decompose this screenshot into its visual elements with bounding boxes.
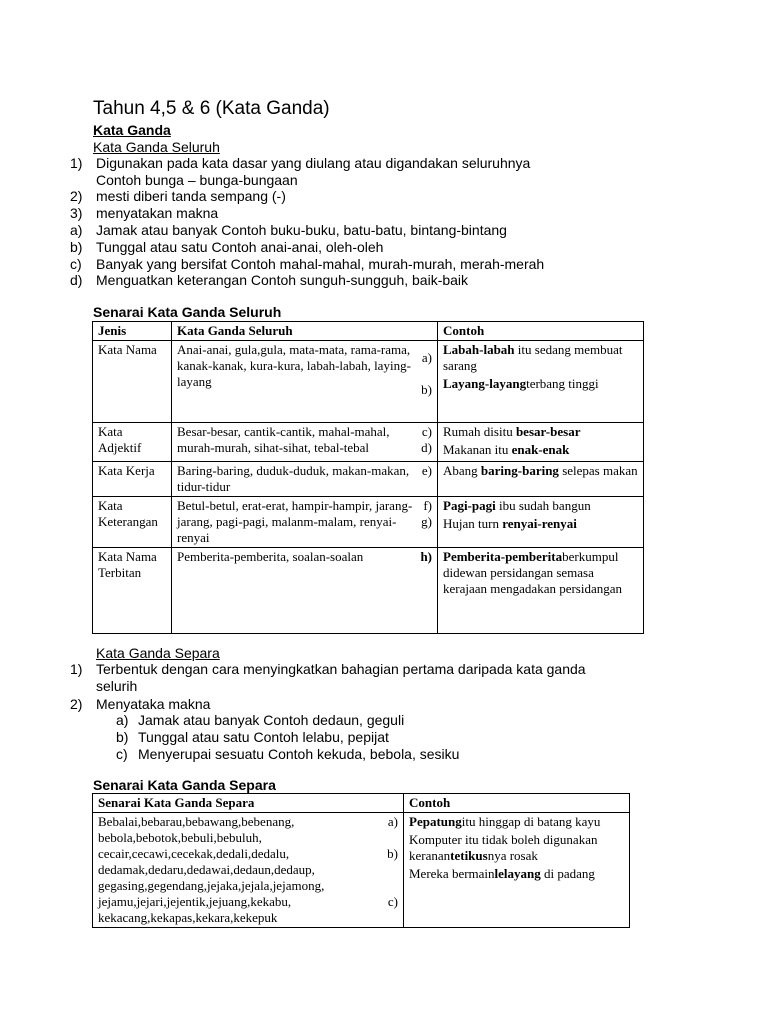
jenis-cell <box>93 341 172 423</box>
row-labels: h) <box>420 549 432 564</box>
list-marker: 2) <box>70 696 83 712</box>
contoh-text: selepas makan <box>558 463 638 478</box>
contoh-keyword: Layang-layang <box>443 376 527 391</box>
contoh-cell <box>438 341 644 423</box>
contoh-cell <box>438 497 644 548</box>
contoh-sentence <box>443 549 638 597</box>
list-text: selurih <box>96 678 138 694</box>
contoh-cell <box>438 423 644 462</box>
list-item <box>70 172 298 188</box>
contoh-cell <box>438 548 644 634</box>
sub-list-item <box>116 712 404 728</box>
contoh-text: itu sedang membuat sarang <box>443 342 623 373</box>
list-marker: 3) <box>70 205 83 221</box>
jenis-cell <box>93 548 172 634</box>
list-item <box>70 205 218 221</box>
list-marker: 1) <box>70 661 83 677</box>
contoh-sentence <box>443 463 638 479</box>
contoh-sentence <box>409 832 624 864</box>
contoh-text: Komputer itu tidak boleh digunakan keranan <box>409 832 598 863</box>
separa-heading: Kata Ganda Separa <box>96 645 220 661</box>
contoh-text: di padang <box>540 866 595 881</box>
list-text: Menyerupai sesuatu Contoh kekuda, bebola, sesiku <box>138 746 460 762</box>
list-marker: d) <box>70 272 83 288</box>
kata-cell <box>172 497 438 548</box>
header-contoh: Contoh <box>404 794 630 813</box>
contoh-text: Rumah disitu <box>443 424 516 439</box>
table-row <box>93 341 644 423</box>
list-text: Digunakan pada kata dasar yang diulang atau digandakan seluruhnya <box>96 155 531 171</box>
list-item <box>70 678 137 694</box>
seluruh-table-title: Senarai Kata Ganda Seluruh <box>93 304 282 320</box>
header-senarai: Senarai Kata Ganda Separa <box>93 794 404 813</box>
contoh-text: nya rosak <box>487 848 538 863</box>
row-labels: f) g) <box>421 498 432 529</box>
words-text: Bebalai,bebarau,bebawang,bebenang, bebola,bebotok,bebuli,bebuluh, cecair,cecawi,cecekak,dedali,dedalu, dedamak,dedaru,dedawai,dedaun,dedaup, gegasing,gegendang,jejaka,jejala,jejamong, jejamu,jejari,jejentik,jejuang,kekabu, kekacang,kekapas,kekara,kekepuk <box>98 814 325 925</box>
list-text: Tunggal atau satu Contoh anai-anai, oleh-oleh <box>96 239 384 255</box>
kata-text: Baring-baring, duduk-duduk, makan-makan, tidur-tidur <box>177 463 410 494</box>
sub-list-item <box>116 729 389 745</box>
list-marker: 1) <box>70 155 83 171</box>
list-text: Menguatkan keterangan Contoh sunguh-sungguh, baik-baik <box>96 272 469 288</box>
list-text: Tunggal atau satu Contoh lelabu, pepijat <box>138 729 389 745</box>
row-labels: a) b) c) <box>387 814 398 909</box>
list-item <box>70 696 210 712</box>
jenis-text: Kata Keterangan <box>98 498 158 529</box>
contoh-keyword: Pagi-pagi <box>443 498 496 513</box>
jenis-cell <box>93 497 172 548</box>
list-item <box>70 256 544 272</box>
header-contoh: Contoh <box>438 322 644 341</box>
list-marker: b) <box>70 239 83 255</box>
contoh-text: Makanan itu <box>443 442 512 457</box>
list-marker: b) <box>116 729 129 745</box>
separa-table-title: Senarai Kata Ganda Separa <box>93 777 276 793</box>
row-labels: c) d) <box>421 424 432 455</box>
kata-cell <box>172 548 438 634</box>
list-text: Jamak atau banyak Contoh buku-buku, batu-batu, bintang-bintang <box>96 222 507 238</box>
list-item <box>70 222 507 238</box>
contoh-keyword: renyai-renyai <box>502 516 577 531</box>
list-item <box>70 661 586 677</box>
contoh-keyword: lelayang <box>494 866 541 881</box>
list-text: menyatakan makna <box>96 205 219 221</box>
contoh-sentence <box>443 424 638 440</box>
jenis-cell <box>93 462 172 497</box>
list-item <box>70 188 286 204</box>
list-text: Menyataka makna <box>96 696 211 712</box>
table-header-row <box>93 794 630 813</box>
header-kata-ganda: Kata Ganda Seluruh <box>172 322 438 341</box>
separa-table <box>92 793 630 928</box>
contoh-sentence <box>409 814 624 830</box>
table-header-row <box>93 322 644 341</box>
list-item <box>70 155 530 171</box>
jenis-text: Kata Kerja <box>98 463 155 478</box>
contoh-sentence <box>409 866 624 882</box>
contoh-cell <box>404 813 630 928</box>
list-text: mesti diberi tanda sempang (-) <box>96 188 286 204</box>
list-marker: c) <box>116 746 128 762</box>
contoh-keyword: baring-baring <box>480 463 559 478</box>
contoh-keyword: Pemberita-pemberita <box>443 549 563 564</box>
contoh-sentence <box>443 516 638 532</box>
row-labels: a) b) <box>421 350 432 397</box>
table-row <box>93 548 644 634</box>
list-text: Contoh bunga – bunga-bungaan <box>96 172 298 188</box>
list-marker: a) <box>116 712 129 728</box>
page-title: Tahun 4,5 & 6 (Kata Ganda) <box>93 98 330 119</box>
list-item <box>70 272 468 288</box>
row-labels: e) <box>421 463 432 478</box>
table-row <box>93 497 644 548</box>
contoh-keyword: enak-enak <box>511 442 570 457</box>
list-item <box>70 239 383 255</box>
words-cell <box>93 813 404 928</box>
kata-text: Betul-betul, erat-erat, hampir-hampir, jarang-jarang, pagi-pagi, malanm-malam, renyai-renyai <box>177 498 413 545</box>
list-marker: 2) <box>70 188 83 204</box>
table-row <box>93 462 644 497</box>
jenis-text: Kata Adjektif <box>98 424 142 455</box>
list-marker: a) <box>70 222 83 238</box>
contoh-text: Abang <box>443 463 481 478</box>
kata-cell <box>172 462 438 497</box>
contoh-text: itu hinggap di batang kayu <box>461 814 601 829</box>
contoh-keyword: tetikus <box>450 848 488 863</box>
contoh-sentence <box>443 342 638 374</box>
contoh-sentence <box>443 442 638 458</box>
jenis-cell <box>93 423 172 462</box>
contoh-sentence <box>443 376 638 392</box>
list-text: Banyak yang bersifat Contoh mahal-mahal, murah-murah, merah-merah <box>96 256 545 272</box>
contoh-text: Hujan turn <box>443 516 503 531</box>
list-text: Jamak atau banyak Contoh dedaun, geguli <box>138 712 405 728</box>
contoh-text: ibu sudah bangun <box>495 498 591 513</box>
table-row <box>93 423 644 462</box>
seluruh-table <box>92 321 644 634</box>
jenis-text: Kata Nama <box>98 342 157 357</box>
kata-text: Pemberita-pemberita, soalan-soalan <box>177 549 364 564</box>
kata-text: Besar-besar, cantik-cantik, mahal-mahal, murah-murah, sihat-sihat, tebal-tebal <box>177 424 390 455</box>
contoh-keyword: besar-besar <box>515 424 581 439</box>
contoh-cell <box>438 462 644 497</box>
section-heading: Kata Ganda <box>93 122 171 138</box>
list-marker: c) <box>70 256 82 272</box>
contoh-keyword: Labah-labah <box>443 342 515 357</box>
contoh-keyword: Pepatung <box>409 814 462 829</box>
contoh-text: terbang tinggi <box>526 376 599 391</box>
kata-text: Anai-anai, gula,gula, mata-mata, rama-rama, kanak-kanak, kura-kura, labah-labah, laying-layang <box>177 342 411 389</box>
kata-cell <box>172 341 438 423</box>
contoh-text: Mereka bermain <box>409 866 495 881</box>
seluruh-heading: Kata Ganda Seluruh <box>93 139 220 155</box>
header-jenis: Jenis <box>93 322 172 341</box>
kata-cell <box>172 423 438 462</box>
contoh-sentence <box>443 498 638 514</box>
contoh-text: berkumpul didewan persidangan semasa kerajaan mengadakan persidangan <box>443 549 623 596</box>
table-row <box>93 813 630 928</box>
sub-list-item <box>116 746 459 762</box>
list-text: Terbentuk dengan cara menyingkatkan bahagian pertama daripada kata ganda <box>96 661 586 677</box>
jenis-text: Kata Nama Terbitan <box>98 549 157 580</box>
